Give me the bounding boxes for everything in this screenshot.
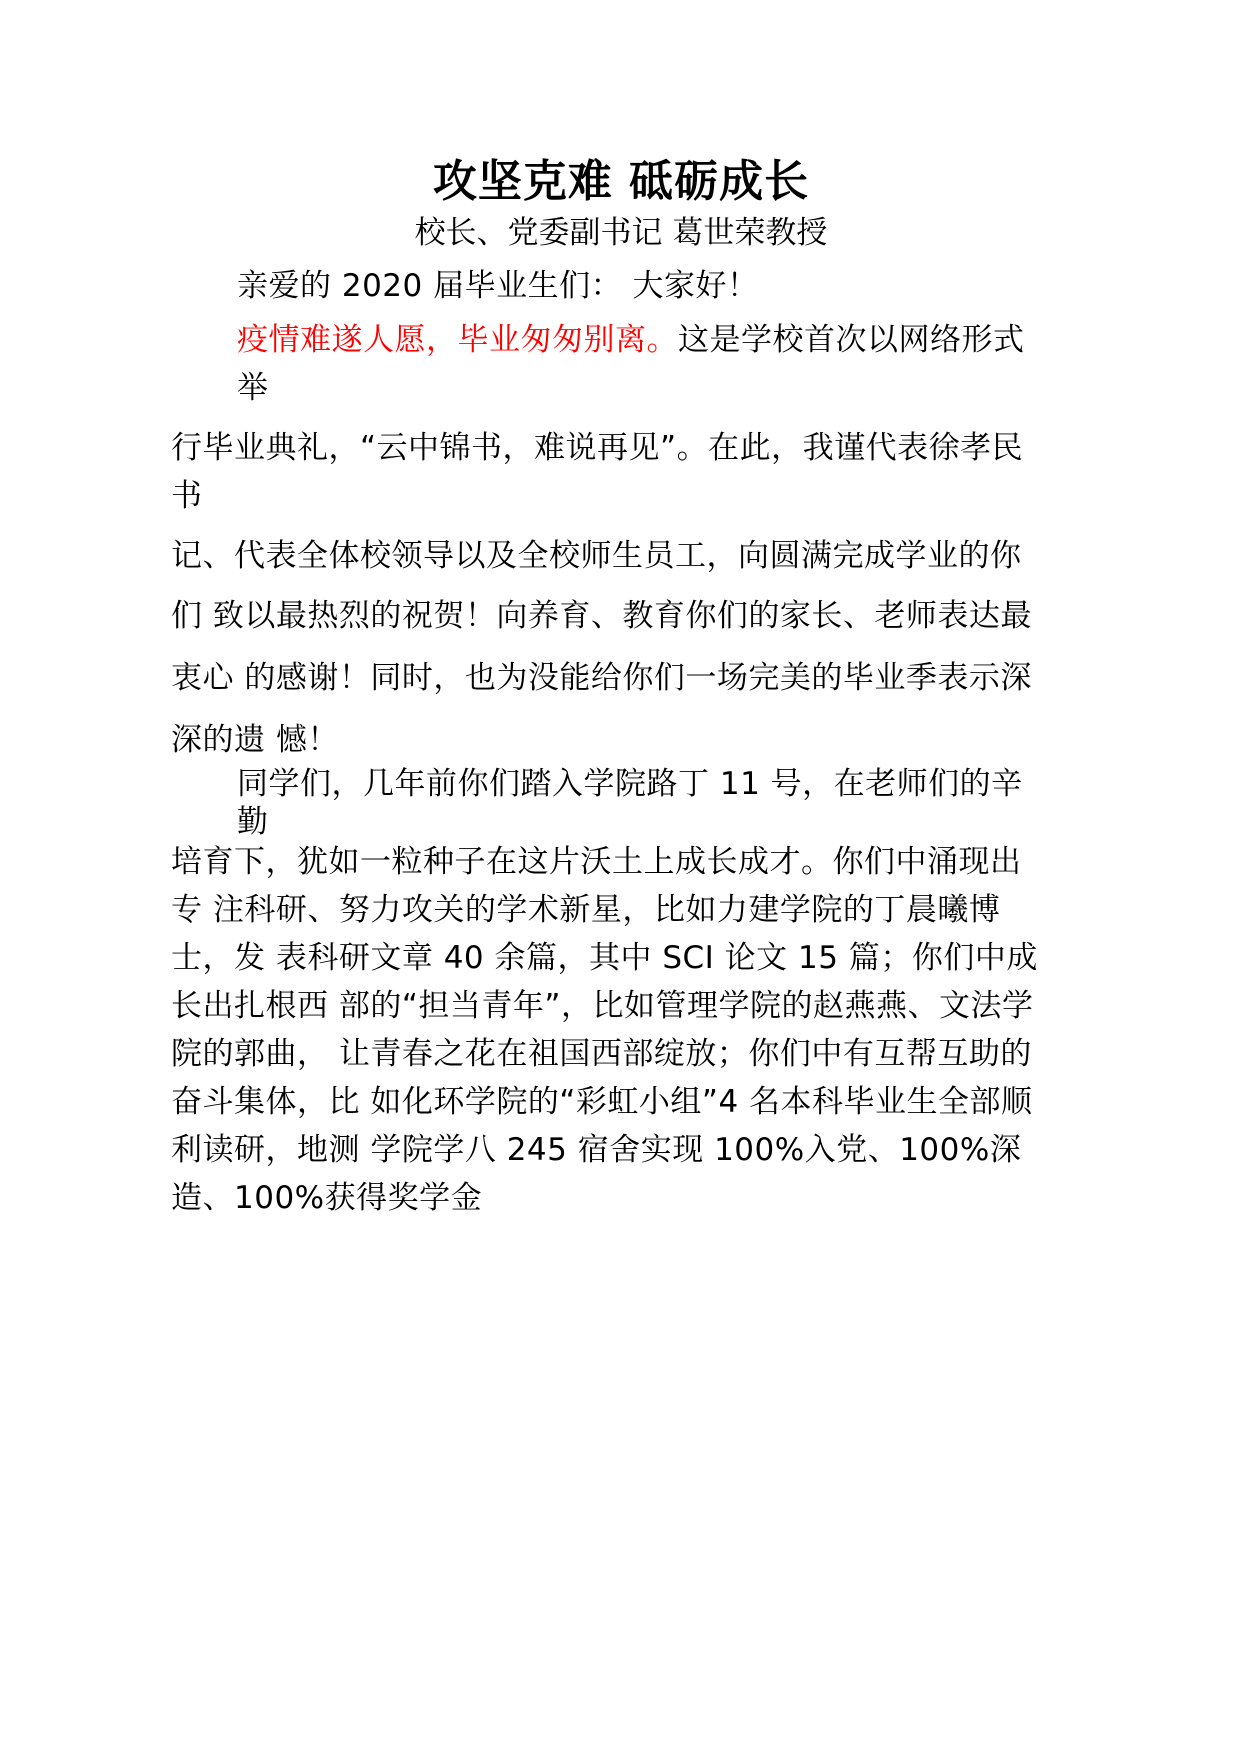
speech-title: 攻坚克难 砥砺成长: [432, 156, 810, 207]
paragraph-2-line-7: 院的郭曲， 让青春之花在祖国西部绽放；你们中有互帮互助的: [171, 1036, 1032, 1072]
highlighted-sentence: 疫情难遂人愿，毕业匆匆别离。: [237, 322, 678, 358]
paragraph-1-line-1-rest: 这是学校首次以网络形式: [678, 322, 1025, 358]
paragraph-1-line-8: 深的遗 憾！: [171, 722, 339, 758]
paragraph-1-line-6: 们 致以最热烈的祝贺！向养育、教育你们的家长、老师表达最: [171, 598, 1032, 634]
paragraph-2-line-10: 造、100%获得奖学金: [171, 1180, 483, 1216]
paragraph-2-line-4: 专 注科研、努力攻关的学术新星，比如力建学院的丁晨曦博: [171, 892, 1001, 928]
paragraph-2-line-8: 奋斗集体，比 如化环学院的“彩虹小组”4 名本科毕业生全部顺: [171, 1084, 1033, 1120]
paragraph-2-line-9: 利读研，地测 学院学八 245 宿舍实现 100%入党、100%深: [171, 1132, 1022, 1168]
paragraph-1-line-5: 记、代表全体校领导以及全校师生员工，向圆满完成学业的你: [171, 538, 1022, 574]
paragraph-1-line-2: 举: [237, 370, 269, 406]
paragraph-1-line-7: 衷心 的感谢！同时，也为没能给你们一场完美的毕业季表示深: [171, 660, 1032, 696]
speech-byline: 校长、党委副书记 葛世荣教授: [414, 215, 828, 251]
paragraph-2-line-2: 勤: [237, 804, 269, 840]
paragraph-2-line-5: 士，发 表科研文章 40 余篇，其中 SCI 论文 15 篇；你们中成: [171, 940, 1038, 976]
paragraph-2-line-6: 长出扎根西 部的“担当青年”，比如管理学院的赵燕燕、文法学: [171, 988, 1034, 1024]
paragraph-1-line-3: 行毕业典礼，“云中锦书，难说再见”。在此，我谨代表徐孝民: [171, 430, 1024, 466]
paragraph-2-line-1: 同学们，几年前你们踏入学院路丁 11 号，在老师们的辛: [237, 766, 1023, 802]
paragraph-1-line-1: [237, 314, 1025, 359]
paragraph-2-line-3: 培育下，犹如一粒种子在这片沃土上成长成才。你们中涌现出: [171, 844, 1022, 880]
paragraph-1-line-4: 书: [171, 478, 203, 514]
greeting-line: 亲爱的 2020 届毕业生们： 大家好！: [237, 268, 759, 304]
